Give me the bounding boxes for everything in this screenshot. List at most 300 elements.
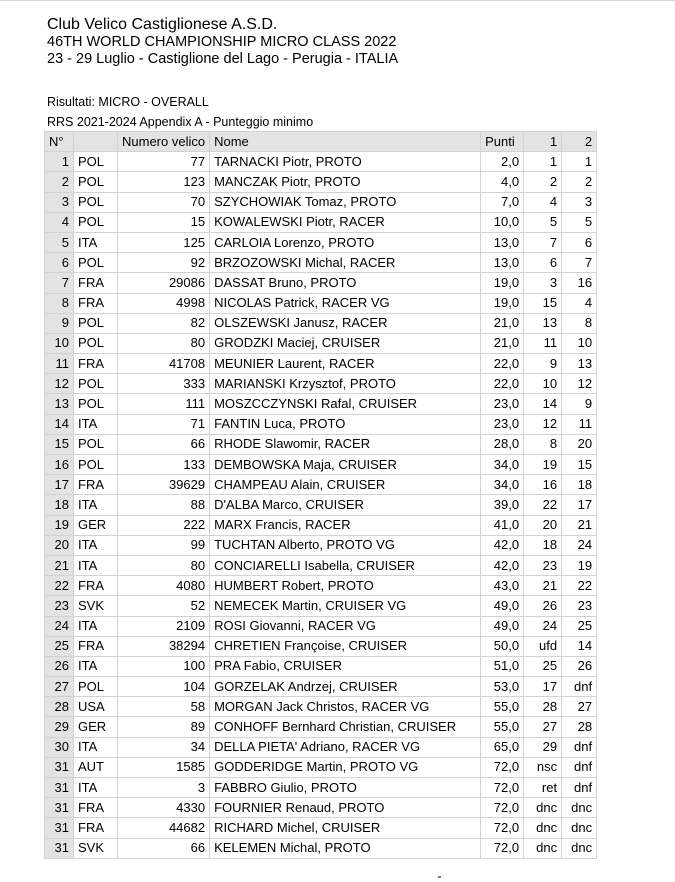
cell-race-1: 4 bbox=[524, 192, 562, 212]
cell-sail-number: 70 bbox=[118, 192, 210, 212]
cell-position: 5 bbox=[45, 232, 74, 252]
cell-nation: GER bbox=[74, 717, 118, 737]
table-row bbox=[45, 333, 597, 353]
cell-race-2: 22 bbox=[562, 576, 597, 596]
cell-name: GRODZKI Maciej, CRUISER bbox=[210, 333, 481, 353]
cell-race-1: 8 bbox=[524, 434, 562, 454]
cell-points: 13,0 bbox=[481, 232, 524, 252]
cell-race-1: 1 bbox=[524, 152, 562, 172]
cell-race-1: 28 bbox=[524, 697, 562, 717]
cell-race-1: 22 bbox=[524, 495, 562, 515]
cell-race-1: 5 bbox=[524, 212, 562, 232]
cell-sail-number: 333 bbox=[118, 374, 210, 394]
col-header-points: Punti bbox=[481, 132, 524, 152]
cell-nation: POL bbox=[74, 455, 118, 475]
cell-name: MARIANSKI Krzysztof, PROTO bbox=[210, 374, 481, 394]
cell-name: CARLOIA Lorenzo, PROTO bbox=[210, 232, 481, 252]
col-header-race-2: 2 bbox=[562, 132, 597, 152]
cell-race-1: 25 bbox=[524, 656, 562, 676]
cell-race-2: 10 bbox=[562, 333, 597, 353]
cell-name: RICHARD Michel, CRUISER bbox=[210, 818, 481, 838]
cell-nation: FRA bbox=[74, 576, 118, 596]
cell-race-1: 16 bbox=[524, 475, 562, 495]
cell-points: 34,0 bbox=[481, 455, 524, 475]
cell-race-2: 19 bbox=[562, 555, 597, 575]
cell-race-1: 27 bbox=[524, 717, 562, 737]
table-row bbox=[45, 616, 597, 636]
cell-race-2: 4 bbox=[562, 293, 597, 313]
cell-name: MORGAN Jack Christos, RACER VG bbox=[210, 697, 481, 717]
cell-points: 50,0 bbox=[481, 636, 524, 656]
cell-nation: POL bbox=[74, 212, 118, 232]
cell-race-1: dnc bbox=[524, 838, 562, 858]
cell-nation: FRA bbox=[74, 273, 118, 293]
cell-position: 30 bbox=[45, 737, 74, 757]
cell-race-1: 20 bbox=[524, 515, 562, 535]
cell-name: CONHOFF Bernhard Christian, CRUISER bbox=[210, 717, 481, 737]
cell-position: 12 bbox=[45, 374, 74, 394]
cell-sail-number: 123 bbox=[118, 172, 210, 192]
col-header-race-1: 1 bbox=[524, 132, 562, 152]
table-row bbox=[45, 555, 597, 575]
cell-sail-number: 29086 bbox=[118, 273, 210, 293]
table-row bbox=[45, 374, 597, 394]
cell-sail-number: 89 bbox=[118, 717, 210, 737]
table-row bbox=[45, 798, 597, 818]
table-row bbox=[45, 455, 597, 475]
event-dates-location: 23 - 29 Luglio - Castiglione del Lago - Perugia - ITALIA bbox=[47, 51, 399, 67]
table-row bbox=[45, 313, 597, 333]
cell-sail-number: 82 bbox=[118, 313, 210, 333]
cell-position: 28 bbox=[45, 697, 74, 717]
results-info bbox=[47, 92, 313, 132]
cell-sail-number: 58 bbox=[118, 697, 210, 717]
cell-position: 8 bbox=[45, 293, 74, 313]
col-header-name: Nome bbox=[210, 132, 481, 152]
cell-sail-number: 66 bbox=[118, 838, 210, 858]
table-row bbox=[45, 354, 597, 374]
cell-name: HUMBERT Robert, PROTO bbox=[210, 576, 481, 596]
cell-nation: ITA bbox=[74, 616, 118, 636]
cell-nation: FRA bbox=[74, 798, 118, 818]
cell-race-2: dnc bbox=[562, 838, 597, 858]
results-table-header bbox=[45, 132, 597, 152]
table-row bbox=[45, 414, 597, 434]
cell-name: MEUNIER Laurent, RACER bbox=[210, 354, 481, 374]
cell-name: OLSZEWSKI Janusz, RACER bbox=[210, 313, 481, 333]
cell-sail-number: 52 bbox=[118, 596, 210, 616]
cell-points: 51,0 bbox=[481, 656, 524, 676]
cell-points: 10,0 bbox=[481, 212, 524, 232]
cell-race-2: 9 bbox=[562, 394, 597, 414]
table-row bbox=[45, 152, 597, 172]
cell-race-2: 16 bbox=[562, 273, 597, 293]
cell-name: TUCHTAN Alberto, PROTO VG bbox=[210, 535, 481, 555]
col-header-nation bbox=[74, 132, 118, 152]
cell-race-2: 6 bbox=[562, 232, 597, 252]
table-row bbox=[45, 515, 597, 535]
cell-position: 22 bbox=[45, 576, 74, 596]
cell-points: 28,0 bbox=[481, 434, 524, 454]
cell-race-1: 18 bbox=[524, 535, 562, 555]
cell-points: 22,0 bbox=[481, 354, 524, 374]
cell-race-2: 14 bbox=[562, 636, 597, 656]
cell-name: GORZELAK Andrzej, CRUISER bbox=[210, 677, 481, 697]
table-row bbox=[45, 253, 597, 273]
cell-name: CHRETIEN Françoise, CRUISER bbox=[210, 636, 481, 656]
cell-position: 10 bbox=[45, 333, 74, 353]
cell-race-2: 3 bbox=[562, 192, 597, 212]
cell-position: 3 bbox=[45, 192, 74, 212]
cell-race-1: 23 bbox=[524, 555, 562, 575]
cell-nation: FRA bbox=[74, 818, 118, 838]
cell-nation: POL bbox=[74, 374, 118, 394]
cell-position: 4 bbox=[45, 212, 74, 232]
cell-race-2: 11 bbox=[562, 414, 597, 434]
cell-nation: ITA bbox=[74, 555, 118, 575]
table-row bbox=[45, 273, 597, 293]
cell-name: RHODE Slawomir, RACER bbox=[210, 434, 481, 454]
cell-name: MANCZAK Piotr, PROTO bbox=[210, 172, 481, 192]
cell-race-2: 20 bbox=[562, 434, 597, 454]
cell-race-2: 25 bbox=[562, 616, 597, 636]
cell-sail-number: 125 bbox=[118, 232, 210, 252]
cell-nation: FRA bbox=[74, 636, 118, 656]
cell-sail-number: 41708 bbox=[118, 354, 210, 374]
cell-name: DELLA PIETA' Adriano, RACER VG bbox=[210, 737, 481, 757]
cell-name: CHAMPEAU Alain, CRUISER bbox=[210, 475, 481, 495]
cell-sail-number: 44682 bbox=[118, 818, 210, 838]
cell-race-1: 13 bbox=[524, 313, 562, 333]
cell-position: 14 bbox=[45, 414, 74, 434]
cell-nation: POL bbox=[74, 172, 118, 192]
cell-points: 65,0 bbox=[481, 737, 524, 757]
cell-position: 26 bbox=[45, 656, 74, 676]
cell-position: 21 bbox=[45, 555, 74, 575]
cell-race-2: 21 bbox=[562, 515, 597, 535]
page-footer-mark bbox=[438, 876, 441, 878]
cell-points: 4,0 bbox=[481, 172, 524, 192]
cell-name: NEMECEK Martin, CRUISER VG bbox=[210, 596, 481, 616]
cell-points: 72,0 bbox=[481, 818, 524, 838]
cell-sail-number: 133 bbox=[118, 455, 210, 475]
table-row bbox=[45, 434, 597, 454]
cell-race-1: 17 bbox=[524, 677, 562, 697]
cell-position: 31 bbox=[45, 757, 74, 777]
cell-name: FABBRO Giulio, PROTO bbox=[210, 778, 481, 798]
cell-name: DASSAT Bruno, PROTO bbox=[210, 273, 481, 293]
cell-sail-number: 34 bbox=[118, 737, 210, 757]
cell-name: D'ALBA Marco, CRUISER bbox=[210, 495, 481, 515]
cell-position: 11 bbox=[45, 354, 74, 374]
cell-nation: SVK bbox=[74, 596, 118, 616]
cell-race-2: 7 bbox=[562, 253, 597, 273]
cell-race-1: 3 bbox=[524, 273, 562, 293]
cell-position: 29 bbox=[45, 717, 74, 737]
table-row bbox=[45, 778, 597, 798]
cell-points: 72,0 bbox=[481, 757, 524, 777]
cell-name: GODDERIDGE Martin, PROTO VG bbox=[210, 757, 481, 777]
page-top-border bbox=[0, 0, 675, 1]
cell-points: 49,0 bbox=[481, 616, 524, 636]
table-row bbox=[45, 232, 597, 252]
cell-nation: POL bbox=[74, 394, 118, 414]
cell-points: 43,0 bbox=[481, 576, 524, 596]
cell-nation: POL bbox=[74, 152, 118, 172]
scoring-rules: RRS 2021-2024 Appendix A - Punteggio minimo bbox=[47, 115, 314, 129]
col-header-sail-number: Numero velico bbox=[118, 132, 210, 152]
cell-race-2: 12 bbox=[562, 374, 597, 394]
table-row bbox=[45, 212, 597, 232]
club-name: Club Velico Castiglionese A.S.D. bbox=[47, 16, 278, 33]
cell-nation: FRA bbox=[74, 293, 118, 313]
cell-nation: POL bbox=[74, 313, 118, 333]
cell-points: 39,0 bbox=[481, 495, 524, 515]
cell-position: 25 bbox=[45, 636, 74, 656]
cell-points: 22,0 bbox=[481, 374, 524, 394]
cell-points: 49,0 bbox=[481, 596, 524, 616]
cell-race-1: ufd bbox=[524, 636, 562, 656]
results-table-body bbox=[45, 152, 597, 859]
cell-sail-number: 88 bbox=[118, 495, 210, 515]
cell-sail-number: 80 bbox=[118, 333, 210, 353]
cell-race-1: dnc bbox=[524, 818, 562, 838]
cell-nation: ITA bbox=[74, 414, 118, 434]
results-table bbox=[44, 131, 597, 859]
cell-nation: ITA bbox=[74, 656, 118, 676]
cell-sail-number: 100 bbox=[118, 656, 210, 676]
cell-race-1: 2 bbox=[524, 172, 562, 192]
cell-race-2: 15 bbox=[562, 455, 597, 475]
cell-position: 17 bbox=[45, 475, 74, 495]
cell-points: 41,0 bbox=[481, 515, 524, 535]
cell-race-1: 24 bbox=[524, 616, 562, 636]
cell-race-2: 23 bbox=[562, 596, 597, 616]
cell-points: 23,0 bbox=[481, 394, 524, 414]
results-title: Risultati: MICRO - OVERALL bbox=[47, 95, 209, 109]
cell-position: 23 bbox=[45, 596, 74, 616]
cell-points: 72,0 bbox=[481, 778, 524, 798]
cell-name: NICOLAS Patrick, RACER VG bbox=[210, 293, 481, 313]
cell-name: CONCIARELLI Isabella, CRUISER bbox=[210, 555, 481, 575]
cell-points: 19,0 bbox=[481, 273, 524, 293]
cell-points: 53,0 bbox=[481, 677, 524, 697]
cell-nation: ITA bbox=[74, 232, 118, 252]
cell-race-1: 12 bbox=[524, 414, 562, 434]
cell-sail-number: 77 bbox=[118, 152, 210, 172]
cell-position: 16 bbox=[45, 455, 74, 475]
cell-name: ROSI Giovanni, RACER VG bbox=[210, 616, 481, 636]
cell-sail-number: 4998 bbox=[118, 293, 210, 313]
cell-position: 27 bbox=[45, 677, 74, 697]
cell-race-2: 1 bbox=[562, 152, 597, 172]
table-row bbox=[45, 192, 597, 212]
cell-nation: SVK bbox=[74, 838, 118, 858]
cell-nation: GER bbox=[74, 515, 118, 535]
cell-nation: POL bbox=[74, 253, 118, 273]
cell-name: MARX Francis, RACER bbox=[210, 515, 481, 535]
table-row bbox=[45, 838, 597, 858]
cell-nation: AUT bbox=[74, 757, 118, 777]
cell-nation: ITA bbox=[74, 778, 118, 798]
cell-race-1: 10 bbox=[524, 374, 562, 394]
cell-points: 42,0 bbox=[481, 555, 524, 575]
cell-points: 72,0 bbox=[481, 798, 524, 818]
cell-sail-number: 71 bbox=[118, 414, 210, 434]
cell-position: 19 bbox=[45, 515, 74, 535]
cell-race-1: 7 bbox=[524, 232, 562, 252]
cell-race-2: 2 bbox=[562, 172, 597, 192]
col-header-position: N° bbox=[45, 132, 74, 152]
cell-race-1: 15 bbox=[524, 293, 562, 313]
cell-position: 6 bbox=[45, 253, 74, 273]
cell-points: 7,0 bbox=[481, 192, 524, 212]
cell-race-1: 21 bbox=[524, 576, 562, 596]
cell-position: 31 bbox=[45, 838, 74, 858]
cell-position: 18 bbox=[45, 495, 74, 515]
table-row bbox=[45, 656, 597, 676]
cell-position: 20 bbox=[45, 535, 74, 555]
cell-position: 31 bbox=[45, 798, 74, 818]
cell-race-1: 26 bbox=[524, 596, 562, 616]
cell-sail-number: 38294 bbox=[118, 636, 210, 656]
cell-position: 31 bbox=[45, 778, 74, 798]
cell-race-1: dnc bbox=[524, 798, 562, 818]
table-row bbox=[45, 535, 597, 555]
cell-race-2: dnf bbox=[562, 737, 597, 757]
cell-position: 2 bbox=[45, 172, 74, 192]
cell-name: TARNACKI Piotr, PROTO bbox=[210, 152, 481, 172]
cell-sail-number: 4330 bbox=[118, 798, 210, 818]
cell-nation: USA bbox=[74, 697, 118, 717]
cell-sail-number: 222 bbox=[118, 515, 210, 535]
table-row bbox=[45, 737, 597, 757]
cell-name: PRA Fabio, CRUISER bbox=[210, 656, 481, 676]
cell-race-2: dnf bbox=[562, 778, 597, 798]
table-row bbox=[45, 717, 597, 737]
cell-race-2: 8 bbox=[562, 313, 597, 333]
cell-points: 21,0 bbox=[481, 313, 524, 333]
table-row bbox=[45, 394, 597, 414]
cell-points: 19,0 bbox=[481, 293, 524, 313]
table-row bbox=[45, 757, 597, 777]
cell-sail-number: 2109 bbox=[118, 616, 210, 636]
table-row bbox=[45, 818, 597, 838]
cell-race-2: 28 bbox=[562, 717, 597, 737]
header-row bbox=[45, 132, 597, 152]
cell-race-1: 9 bbox=[524, 354, 562, 374]
cell-nation: POL bbox=[74, 333, 118, 353]
cell-points: 55,0 bbox=[481, 717, 524, 737]
cell-race-1: 14 bbox=[524, 394, 562, 414]
cell-sail-number: 111 bbox=[118, 394, 210, 414]
cell-race-2: 5 bbox=[562, 212, 597, 232]
cell-points: 55,0 bbox=[481, 697, 524, 717]
cell-sail-number: 4080 bbox=[118, 576, 210, 596]
cell-nation: POL bbox=[74, 677, 118, 697]
cell-sail-number: 39629 bbox=[118, 475, 210, 495]
cell-name: FANTIN Luca, PROTO bbox=[210, 414, 481, 434]
cell-points: 72,0 bbox=[481, 838, 524, 858]
table-row bbox=[45, 172, 597, 192]
cell-nation: ITA bbox=[74, 535, 118, 555]
cell-sail-number: 66 bbox=[118, 434, 210, 454]
cell-race-2: 27 bbox=[562, 697, 597, 717]
cell-sail-number: 104 bbox=[118, 677, 210, 697]
cell-nation: FRA bbox=[74, 354, 118, 374]
cell-name: MOSZCCZYNSKI Rafal, CRUISER bbox=[210, 394, 481, 414]
cell-race-1: ret bbox=[524, 778, 562, 798]
cell-position: 9 bbox=[45, 313, 74, 333]
cell-position: 1 bbox=[45, 152, 74, 172]
cell-nation: POL bbox=[74, 192, 118, 212]
cell-sail-number: 92 bbox=[118, 253, 210, 273]
cell-position: 31 bbox=[45, 818, 74, 838]
cell-race-1: nsc bbox=[524, 757, 562, 777]
cell-race-2: 18 bbox=[562, 475, 597, 495]
cell-name: FOURNIER Renaud, PROTO bbox=[210, 798, 481, 818]
cell-sail-number: 15 bbox=[118, 212, 210, 232]
cell-position: 13 bbox=[45, 394, 74, 414]
table-row bbox=[45, 475, 597, 495]
cell-points: 42,0 bbox=[481, 535, 524, 555]
document-header bbox=[47, 16, 398, 68]
cell-race-2: 17 bbox=[562, 495, 597, 515]
table-row bbox=[45, 293, 597, 313]
cell-race-1: 19 bbox=[524, 455, 562, 475]
table-row bbox=[45, 495, 597, 515]
cell-sail-number: 80 bbox=[118, 555, 210, 575]
cell-nation: FRA bbox=[74, 475, 118, 495]
cell-points: 34,0 bbox=[481, 475, 524, 495]
cell-name: KOWALEWSKI Piotr, RACER bbox=[210, 212, 481, 232]
cell-race-1: 6 bbox=[524, 253, 562, 273]
table-row bbox=[45, 697, 597, 717]
cell-nation: ITA bbox=[74, 495, 118, 515]
cell-sail-number: 1585 bbox=[118, 757, 210, 777]
cell-race-1: 11 bbox=[524, 333, 562, 353]
cell-nation: POL bbox=[74, 434, 118, 454]
cell-sail-number: 99 bbox=[118, 535, 210, 555]
table-row bbox=[45, 596, 597, 616]
cell-race-2: 24 bbox=[562, 535, 597, 555]
cell-sail-number: 3 bbox=[118, 778, 210, 798]
cell-name: KELEMEN Michal, PROTO bbox=[210, 838, 481, 858]
cell-name: DEMBOWSKA Maja, CRUISER bbox=[210, 455, 481, 475]
cell-position: 24 bbox=[45, 616, 74, 636]
cell-points: 21,0 bbox=[481, 333, 524, 353]
cell-race-1: 29 bbox=[524, 737, 562, 757]
cell-race-2: dnc bbox=[562, 798, 597, 818]
cell-race-2: dnf bbox=[562, 757, 597, 777]
cell-points: 13,0 bbox=[481, 253, 524, 273]
cell-name: BRZOZOWSKI Michal, RACER bbox=[210, 253, 481, 273]
event-title: 46TH WORLD CHAMPIONSHIP MICRO CLASS 2022 bbox=[47, 34, 397, 50]
table-row bbox=[45, 576, 597, 596]
cell-race-2: 13 bbox=[562, 354, 597, 374]
cell-race-2: dnc bbox=[562, 818, 597, 838]
cell-points: 2,0 bbox=[481, 152, 524, 172]
table-row bbox=[45, 677, 597, 697]
cell-nation: ITA bbox=[74, 737, 118, 757]
cell-position: 7 bbox=[45, 273, 74, 293]
cell-position: 15 bbox=[45, 434, 74, 454]
cell-race-2: 26 bbox=[562, 656, 597, 676]
cell-name: SZYCHOWIAK Tomaz, PROTO bbox=[210, 192, 481, 212]
cell-race-2: dnf bbox=[562, 677, 597, 697]
table-row bbox=[45, 636, 597, 656]
cell-points: 23,0 bbox=[481, 414, 524, 434]
